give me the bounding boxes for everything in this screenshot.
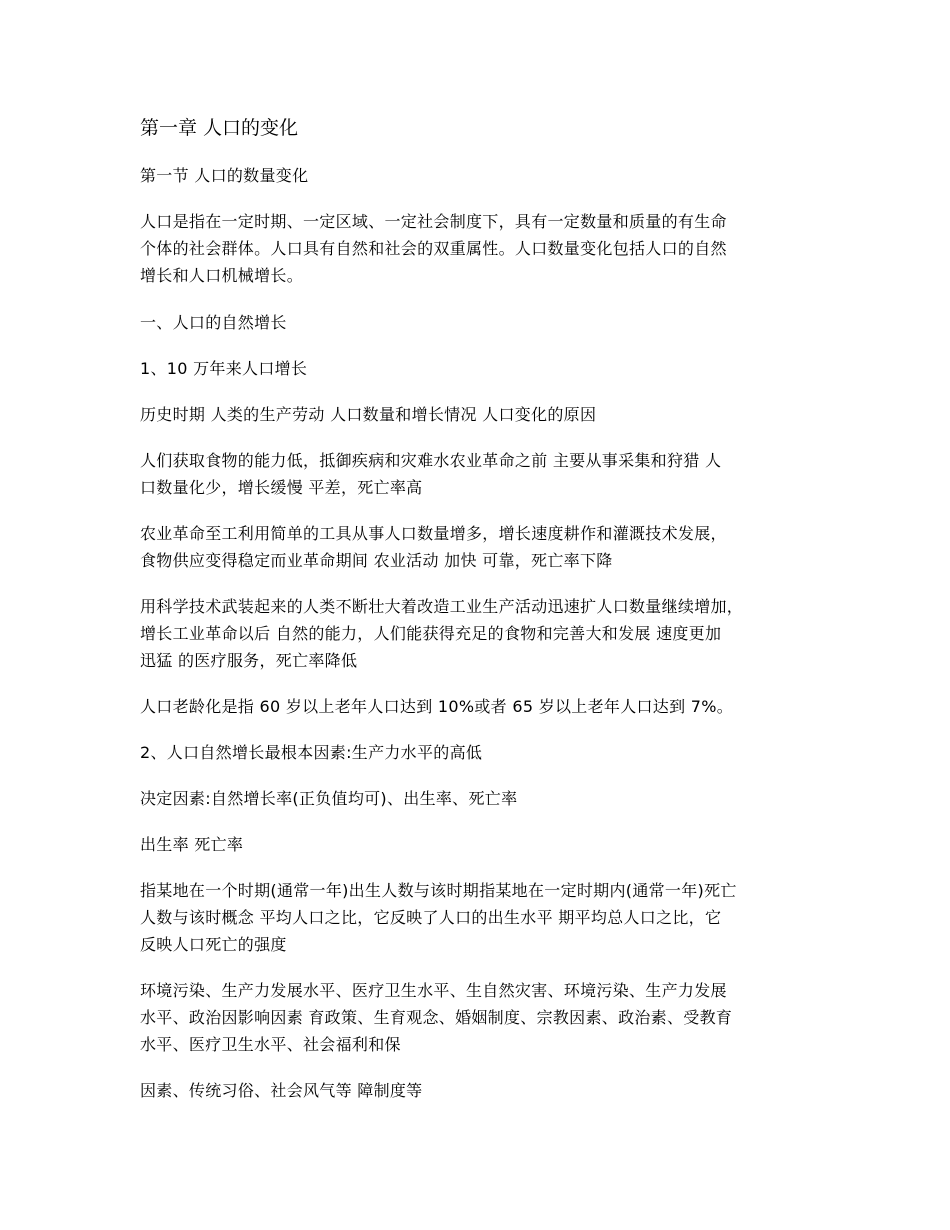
text-line: 用科学技术武装起来的人类不断壮大着改造工业生产活动迅速扩人口数量继续增加， <box>140 597 744 616</box>
text-line: 个体的社会群体。人口具有自然和社会的双重属性。人口数量变化包括人口的自然 <box>140 239 727 258</box>
table-header-row: 历史时期 人类的生产劳动 人口数量和增长情况 人口变化的原因 <box>140 405 597 424</box>
text-line: 农业革命至工利用简单的工具从事人口数量增多，增长速度耕作和灌溉技术发展， <box>140 524 727 543</box>
section-title: 第一节 人口的数量变化 <box>140 166 309 185</box>
row-industry <box>140 593 820 674</box>
determinants: 决定因素:自然增长率(正负值均可)、出生率、死亡率 <box>140 789 518 808</box>
birth-death-header: 出生率 死亡率 <box>140 835 244 854</box>
text-line: 增长和人口机械增长。 <box>140 266 304 285</box>
text-line: 食物供应变得稳定而业革命期间 农业活动 加快 可靠，死亡率下降 <box>140 551 613 570</box>
text-line: 迅猛 的医疗服务，死亡率降低 <box>140 651 358 670</box>
text-line: 环境污染、生产力发展水平、医疗卫生水平、生自然灾害、环境污染、生产力发展 <box>140 981 727 1000</box>
text-line: 人口是指在一定时期、一定区域、一定社会制度下，具有一定数量和质量的有生命 <box>140 212 727 231</box>
text-line: 口数量化少，增长缓慢 平差，死亡率高 <box>140 478 423 497</box>
text-line: 人们获取食物的能力低，抵御疾病和灾难水农业革命之前 主要从事采集和狩猎 人 <box>140 451 722 470</box>
birth-death-definition <box>140 877 820 958</box>
row-agriculture <box>140 520 820 574</box>
influencing-factors <box>140 977 820 1058</box>
text-line: 反映人口死亡的强度 <box>140 935 287 954</box>
heading-10wan: 1、10 万年来人口增长 <box>140 359 308 378</box>
text-line: 水平、政治因影响因素 育政策、生育观念、婚姻制度、宗教因素、政治素、受教育 <box>140 1008 733 1027</box>
text-line: 人数与该时概念 平均人口之比，它反映了人口的出生水平 期平均总人口之比，它 <box>140 908 722 927</box>
chapter-title: 第一章 人口的变化 <box>140 117 299 139</box>
row-pre-agriculture <box>140 447 820 501</box>
text-line: 指某地在一个时期(通常一年)出生人数与该时期指某地在一定时期内(通常一年)死亡 <box>140 881 737 900</box>
text-line: 水平、医疗卫生水平、社会福利和保 <box>140 1035 401 1054</box>
influencing-factors-tail: 因素、传统习俗、社会风气等 障制度等 <box>140 1081 423 1100</box>
intro-paragraph <box>140 208 820 289</box>
heading-factor: 2、人口自然增长最根本因素:生产力水平的高低 <box>140 743 483 762</box>
aging-definition: 人口老龄化是指 60 岁以上老年人口达到 10%或者 65 岁以上老年人口达到 7%。 <box>140 697 734 716</box>
text-line: 增长工业革命以后 自然的能力，人们能获得充足的食物和完善大和发展 速度更加 <box>140 624 722 643</box>
heading-natural-growth: 一、人口的自然增长 <box>140 313 287 332</box>
